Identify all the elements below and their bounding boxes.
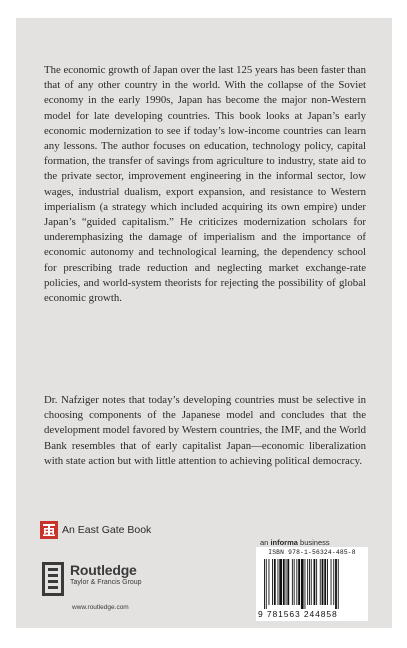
publisher-group: Taylor & Francis Group	[70, 579, 142, 586]
routledge-mark-icon	[42, 562, 64, 596]
imprint-label: An East Gate Book	[62, 524, 152, 536]
informa-suffix: business	[297, 538, 330, 547]
publisher-name: Routledge	[70, 562, 137, 578]
informa-prefix: an	[260, 538, 271, 547]
barcode-bars-icon	[262, 559, 362, 609]
east-gate-imprint	[40, 520, 151, 540]
blurb-paragraph-2: Dr. Nafziger notes that today’s developing countries must be selective in choosing components of the Japanese model and concludes that the development model favored by Western countries, the IMF, and the World Bank resembles that of early capitalist Japan—economic liberalization with state action but with little attention to achieving political democracy.	[44, 394, 366, 467]
isbn-number: ISBN 978-1-56324-485-8	[268, 549, 356, 556]
informa-tagline	[260, 538, 330, 547]
barcode-digits: 9 781563 244858	[258, 609, 338, 619]
blurb-paragraph-1: The economic growth of Japan over the last 125 years has been faster than that of any other country in the world. With the collapse of the Soviet economy in the early 1990s, Japan has become the major non-Western model for late developing countries. This book looks at Japan’s early economic modernization to see if today’s low-income countries can learn any lessons. The author focuses on education, technology policy, capital formation, the transfer of savings from agriculture to industry, state aid to the private sector, improvement engineering in the informal sector, low wages, industrial dualism, export expansion, and resistance to Western imperialism (a strategy which included acquiring its own empire) under Japan’s “guided capitalism.” He criticizes modernization scholars for underemphasizing the damage of imperialism and the importance of economic autonomy and technological learning, the dependency school for prescribing trade reduction and neglecting market exchange-rate policies, and world-system theorists for rejecting the possibility of global economic growth.	[44, 64, 366, 305]
informa-brand: informa	[270, 538, 298, 547]
east-gate-emblem-icon	[40, 521, 58, 539]
publisher-url[interactable]: www.routledge.com	[72, 604, 129, 611]
barcode	[256, 547, 368, 621]
routledge-logo	[42, 562, 142, 596]
